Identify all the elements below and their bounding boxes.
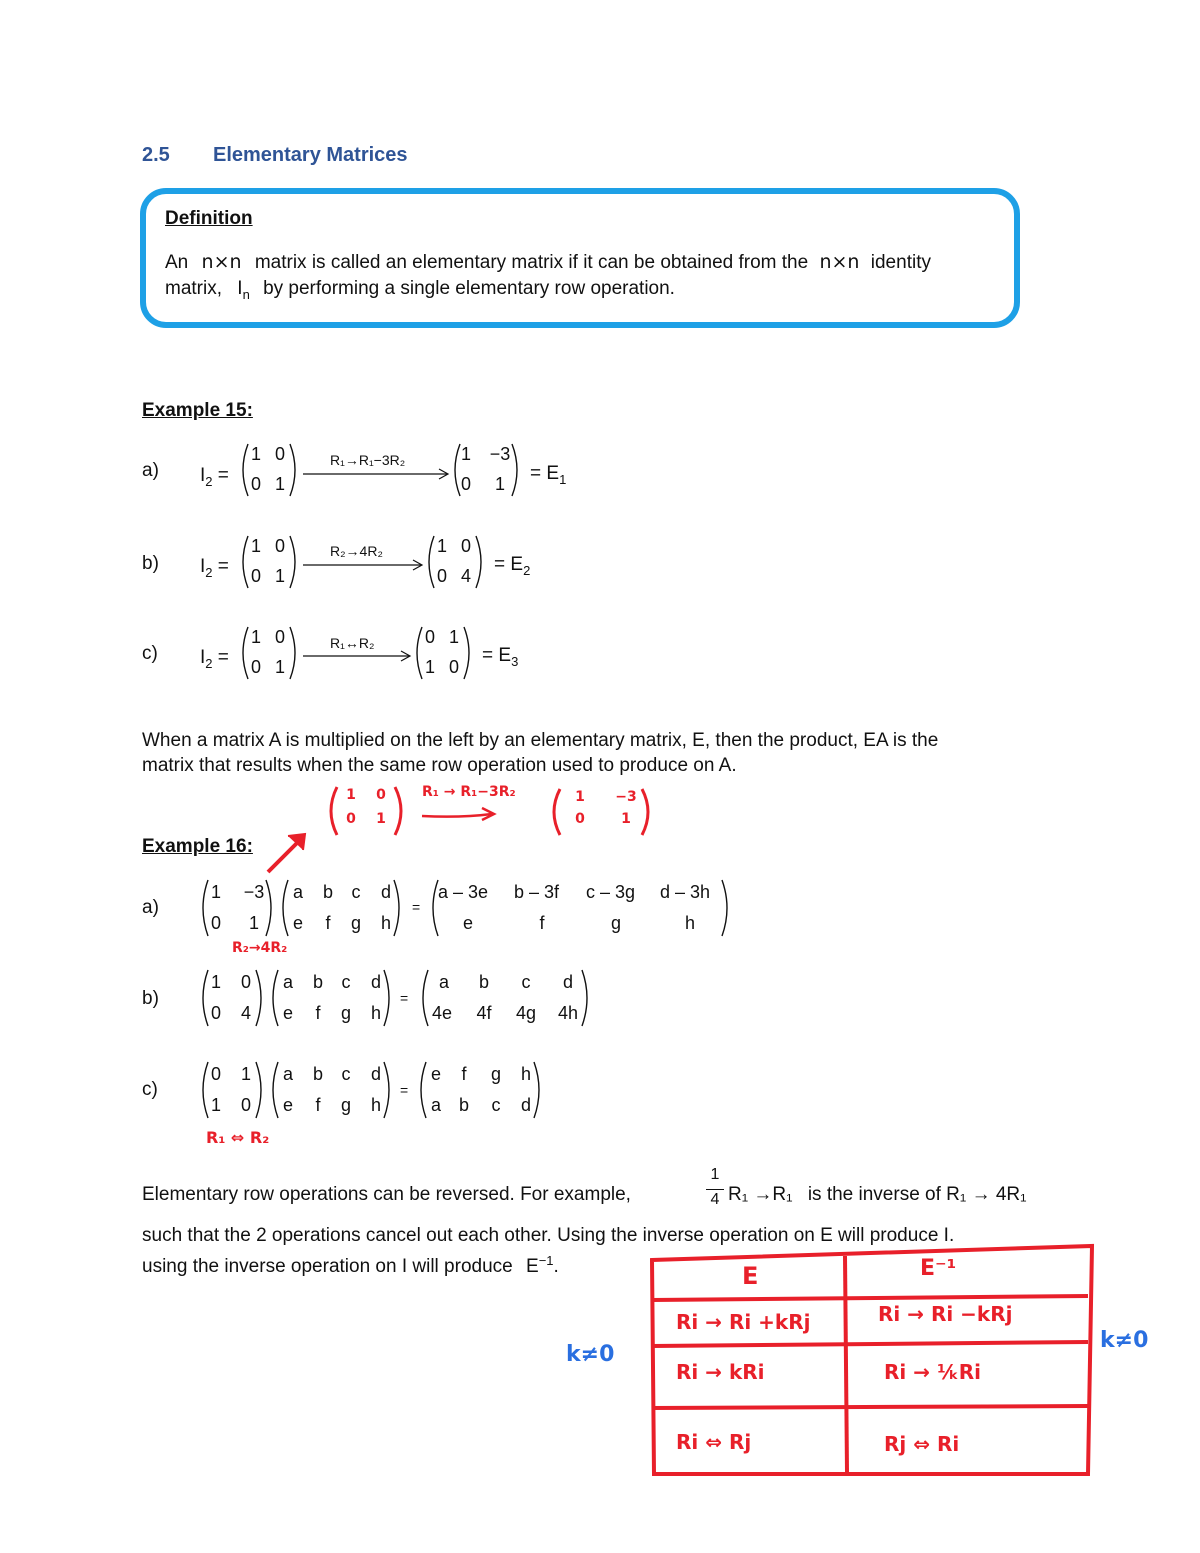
matrix-result-16c xyxy=(416,1060,544,1120)
I-sub: 2 xyxy=(205,565,213,580)
equals-16b: = xyxy=(400,990,409,1006)
matrix-cell: g xyxy=(490,1064,501,1084)
matrix-cell: 1 xyxy=(210,972,221,992)
matrix-cell: a xyxy=(292,882,303,902)
fraction-denominator: 4 xyxy=(710,1191,720,1208)
matrix-cell: 4 xyxy=(240,1003,251,1023)
I-sub: 2 xyxy=(205,474,213,489)
matrix-cell: 1 xyxy=(250,536,261,556)
matrix-cell: 1 xyxy=(460,444,471,464)
reverse-line-1 xyxy=(142,1182,631,1208)
matrix-cell: −3 xyxy=(243,882,265,902)
I-symbol: I xyxy=(200,465,206,486)
identity-symbol xyxy=(237,278,250,302)
matrix-cell: e xyxy=(282,1003,293,1023)
hand-cell: 0 xyxy=(376,787,386,803)
matrix-cell: 1 xyxy=(274,566,285,586)
reverse-line-2: such that the 2 operations cancel out each other. Using the inverse operation on E will produce I. xyxy=(142,1225,955,1246)
matrix-cell: 1 xyxy=(210,882,221,902)
matrix-cell: 0 xyxy=(424,627,435,647)
matrix-cell: a xyxy=(438,972,449,992)
matrix-result-16a xyxy=(428,878,732,938)
example15-a-label: a) xyxy=(142,460,159,481)
k-nonzero-right: k≠0 xyxy=(1100,1328,1149,1353)
matrix-cell: 4f xyxy=(476,1003,492,1023)
table-row-3-E: Ri ⇔ Rj xyxy=(676,1430,752,1454)
matrix-cell: b xyxy=(312,972,323,992)
matrix-cell: g xyxy=(340,1095,351,1115)
matrix-cell: d xyxy=(520,1095,531,1115)
matrix-cell: h xyxy=(520,1064,531,1084)
hand-row-op: R₁ → R₁−3R₂ xyxy=(422,784,516,800)
matrix-cell: f xyxy=(539,913,545,933)
matrix-cell: 1 xyxy=(250,627,261,647)
matrix-E2 xyxy=(424,534,486,590)
matrix-cell: g xyxy=(610,913,621,933)
matrix-cell: 0 xyxy=(274,536,285,556)
reverse-text: R₁ →R₁ xyxy=(728,1184,793,1205)
matrix-cell: 4g xyxy=(515,1003,537,1023)
multiplication-line-2: matrix that results when the same row operation used to produce on A. xyxy=(142,755,737,776)
def-text: matrix, xyxy=(165,278,222,299)
def-nxn: n×n xyxy=(201,251,242,273)
matrix-cell: a xyxy=(282,1064,293,1084)
matrix-cell: h xyxy=(684,913,695,933)
matrix-cell: 0 xyxy=(250,566,261,586)
matrix-cell: 1 xyxy=(494,474,505,494)
definition-line-1 xyxy=(165,249,931,276)
section-title: Elementary Matrices xyxy=(213,144,408,166)
hand-arrow xyxy=(420,806,500,822)
matrix-cell: 1 xyxy=(248,913,259,933)
hand-pointer-arrow xyxy=(262,828,312,878)
equals-16a: = xyxy=(412,899,421,915)
result-E1 xyxy=(530,463,566,485)
example16-b-label: b) xyxy=(142,988,159,1009)
matrix-identity-c xyxy=(238,625,300,681)
matrix-cell: h xyxy=(380,913,391,933)
matrix-cell: h xyxy=(370,1003,381,1023)
example15-heading: Example 15: xyxy=(142,400,253,421)
table-row-1-E: Ri → Ri +kRj xyxy=(676,1310,811,1334)
example16-heading: Example 16: xyxy=(142,836,253,857)
def-text: by performing a single elementary row operation. xyxy=(263,278,675,299)
matrix-cell: a xyxy=(282,972,293,992)
row-op-label-b: R₂→4R₂ xyxy=(330,543,383,559)
hand-cell: 1 xyxy=(376,811,386,827)
matrix-cell: c xyxy=(491,1095,501,1115)
arrow-b xyxy=(303,559,425,571)
matrix-cell: b xyxy=(458,1095,469,1115)
table-row-2-E: Ri → kRi xyxy=(676,1360,765,1384)
table-row-3-Einv: Rj ⇔ Ri xyxy=(884,1432,960,1456)
matrix-cell: e xyxy=(292,913,303,933)
matrix-E3 xyxy=(412,625,474,681)
multiplication-line-1: When a matrix A is multiplied on the left by an elementary matrix, E, then the product, EA is the xyxy=(142,730,939,751)
matrix-cell: 0 xyxy=(210,1003,221,1023)
hand-cell: 0 xyxy=(575,811,585,827)
matrix-cell: a – 3e xyxy=(438,882,489,902)
matrix-cell: e xyxy=(430,1064,441,1084)
matrix-cell: d xyxy=(380,882,391,902)
example16-c-label: c) xyxy=(142,1079,158,1100)
result-E3 xyxy=(482,645,518,667)
matrix-cell: 0 xyxy=(250,474,261,494)
matrix-cell: 1 xyxy=(448,627,459,647)
equals-sign: = xyxy=(217,465,229,486)
matrix-A-16c xyxy=(268,1060,394,1120)
example15-b-I2 xyxy=(200,556,229,578)
matrix-cell: 0 xyxy=(240,972,251,992)
matrix-cell: 1 xyxy=(250,444,261,464)
matrix-cell: c xyxy=(351,882,361,902)
matrix-cell: 1 xyxy=(210,1095,221,1115)
table-row-2-Einv: Ri → ¹⁄ₖRi xyxy=(884,1360,982,1384)
matrix-cell: f xyxy=(461,1064,467,1084)
matrix-cell: 1 xyxy=(436,536,447,556)
hand-cell: 0 xyxy=(346,811,356,827)
table-header-E-inverse: E⁻¹ xyxy=(920,1256,957,1281)
fraction-bar xyxy=(706,1189,724,1190)
example15-a-I2 xyxy=(200,465,229,487)
matrix-cell: h xyxy=(370,1095,381,1115)
result-text: = E xyxy=(530,463,560,484)
matrix-cell: d – 3h xyxy=(660,882,711,902)
matrix-E-16c xyxy=(198,1060,266,1120)
matrix-cell: c xyxy=(341,972,351,992)
matrix-identity-a xyxy=(238,442,300,498)
matrix-cell: 0 xyxy=(460,474,471,494)
matrix-cell: b – 3f xyxy=(514,882,560,902)
matrix-result-16b xyxy=(418,968,592,1028)
result-sub: 2 xyxy=(523,563,531,578)
matrix-cell: 0 xyxy=(210,913,221,933)
equals-16c: = xyxy=(400,1082,409,1098)
def-nxn: n×n xyxy=(819,251,860,273)
def-text: identity xyxy=(870,252,931,273)
matrix-cell: b xyxy=(312,1064,323,1084)
row-op-label-a: R₁→R₁−3R₂ xyxy=(330,452,406,468)
result-text: = E xyxy=(494,554,524,575)
matrix-cell: 0 xyxy=(448,657,459,677)
reverse-text: E xyxy=(526,1256,539,1277)
section-number: 2.5 xyxy=(142,144,170,166)
hand-matrix-right xyxy=(548,787,654,837)
example16-a-label: a) xyxy=(142,897,159,918)
I-symbol: I xyxy=(200,556,206,577)
matrix-cell: 0 xyxy=(210,1064,221,1084)
result-text: = E xyxy=(482,645,512,666)
reverse-line-1-b xyxy=(728,1182,1027,1208)
matrix-cell: 0 xyxy=(240,1095,251,1115)
fraction-numerator: 1 xyxy=(710,1166,720,1183)
matrix-cell: f xyxy=(315,1003,321,1023)
matrix-cell: 4e xyxy=(431,1003,453,1023)
matrix-cell: e xyxy=(462,913,473,933)
row-op-label-c: R₁↔R₂ xyxy=(330,635,375,651)
inverse-sup: −1 xyxy=(538,1253,554,1268)
matrix-cell: c xyxy=(521,972,531,992)
matrix-A-16a xyxy=(278,878,404,938)
matrix-cell: 1 xyxy=(424,657,435,677)
I-sub: 2 xyxy=(205,656,213,671)
matrix-cell: 4h xyxy=(557,1003,579,1023)
hand-note-16c: R₁ ⇔ R₂ xyxy=(206,1128,270,1147)
matrix-cell: c xyxy=(341,1064,351,1084)
hand-note-16b: R₂→4R₂ xyxy=(232,940,288,956)
matrix-cell: g xyxy=(350,913,361,933)
definition-heading: Definition xyxy=(165,208,253,229)
matrix-cell: e xyxy=(282,1095,293,1115)
arrow-c xyxy=(303,650,413,662)
arrow-a xyxy=(303,468,451,480)
matrix-cell: 1 xyxy=(274,474,285,494)
hand-cell: 1 xyxy=(346,787,356,803)
equals-sign: = xyxy=(217,556,229,577)
matrix-cell: d xyxy=(370,1064,381,1084)
k-nonzero-left: k≠0 xyxy=(566,1342,615,1367)
result-sub: 1 xyxy=(559,472,567,487)
example15-b-label: b) xyxy=(142,553,159,574)
hand-cell: 1 xyxy=(621,811,631,827)
matrix-cell: a xyxy=(430,1095,441,1115)
matrix-cell: f xyxy=(325,913,331,933)
matrix-cell: 0 xyxy=(436,566,447,586)
I-symbol: I xyxy=(200,647,206,668)
example15-c-I2 xyxy=(200,647,229,669)
example15-c-label: c) xyxy=(142,643,158,664)
hand-cell: 1 xyxy=(575,789,585,805)
matrix-cell: 0 xyxy=(460,536,471,556)
hand-cell: −3 xyxy=(615,789,637,805)
matrix-cell: 0 xyxy=(274,444,285,464)
result-sub: 3 xyxy=(511,654,519,669)
matrix-cell: 0 xyxy=(274,627,285,647)
matrix-identity-b xyxy=(238,534,300,590)
reverse-line-3 xyxy=(142,1254,559,1281)
result-E2 xyxy=(494,554,530,576)
table-row-1-Einv: Ri → Ri −kRj xyxy=(878,1302,1013,1326)
reverse-text: is the inverse of R₁ → 4R₁ xyxy=(807,1184,1027,1205)
definition-line-2 xyxy=(165,276,675,303)
matrix-cell: b xyxy=(322,882,333,902)
matrix-A-16b xyxy=(268,968,394,1028)
matrix-cell: c – 3g xyxy=(586,882,636,902)
def-text: An xyxy=(165,252,189,273)
table-header-E: E xyxy=(742,1262,759,1290)
hand-matrix-left xyxy=(325,785,407,837)
matrix-E1 xyxy=(450,442,522,498)
matrix-cell: −3 xyxy=(489,444,511,464)
matrix-cell: f xyxy=(315,1095,321,1115)
reverse-text: Elementary row operations can be reversed. For example, xyxy=(142,1184,631,1205)
matrix-cell: g xyxy=(340,1003,351,1023)
matrix-cell: 4 xyxy=(460,566,471,586)
equals-sign: = xyxy=(217,647,229,668)
def-I-sub: n xyxy=(242,287,250,302)
matrix-cell: d xyxy=(562,972,573,992)
reverse-text: . xyxy=(553,1256,559,1277)
matrix-E-16b xyxy=(198,968,266,1028)
matrix-cell: d xyxy=(370,972,381,992)
matrix-cell: b xyxy=(478,972,489,992)
def-text: matrix is called an elementary matrix if it can be obtained from the xyxy=(254,252,809,273)
matrix-cell: 0 xyxy=(250,657,261,677)
def-I: I xyxy=(237,278,243,299)
reverse-text: using the inverse operation on I will produce xyxy=(142,1256,513,1277)
matrix-cell: 1 xyxy=(274,657,285,677)
matrix-cell: 1 xyxy=(240,1064,251,1084)
matrix-E-16a xyxy=(198,878,276,938)
